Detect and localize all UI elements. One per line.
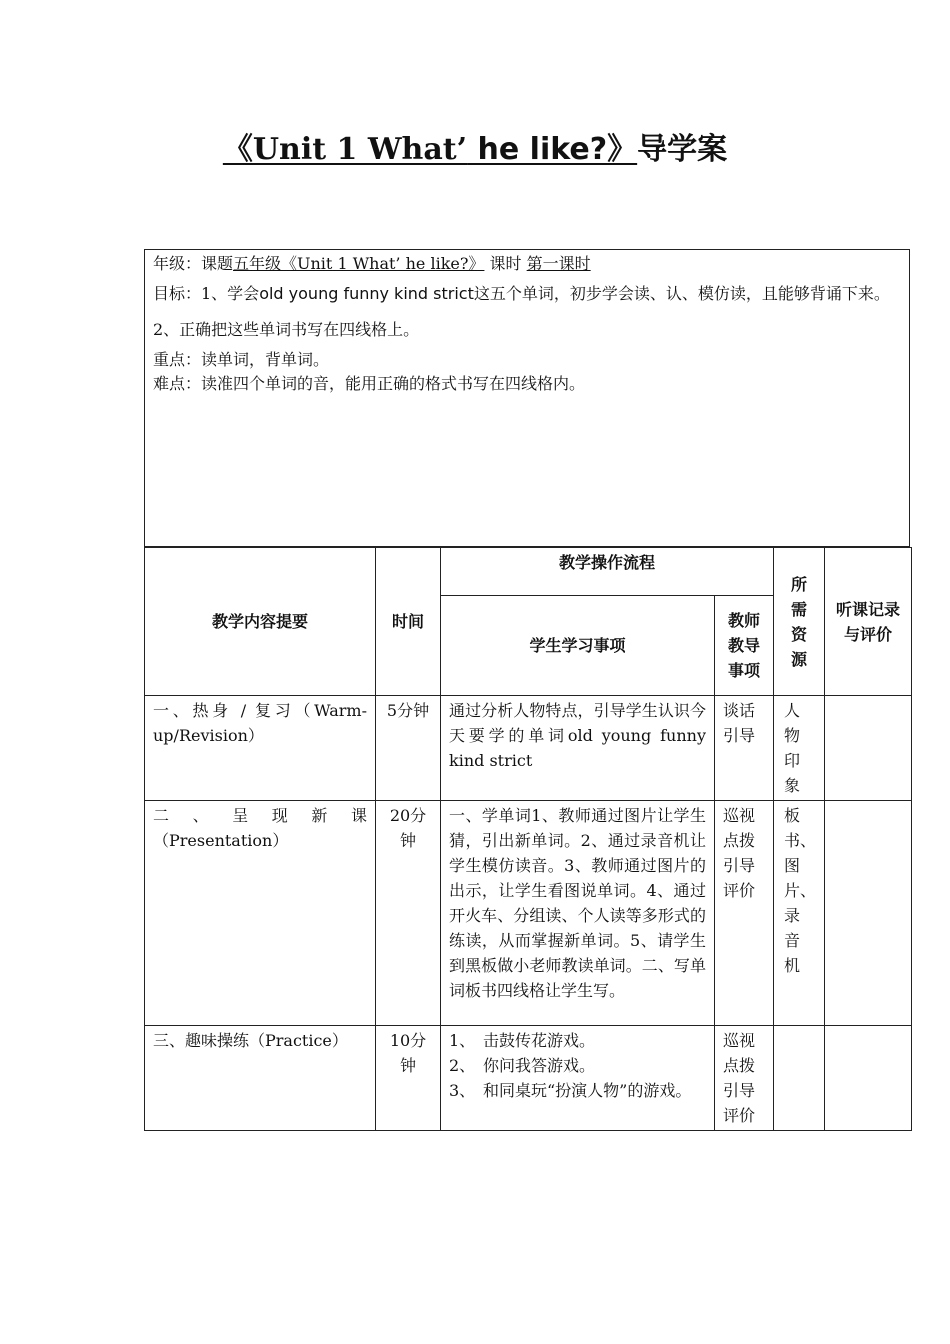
list-item-number: 2、 — [449, 1056, 476, 1075]
row-student: 通过分析人物特点，引导学生认识今天要学的单词old young funny kind strict — [441, 696, 715, 801]
row-resources — [774, 1026, 825, 1131]
header-notes: 听课记录与评价 — [825, 548, 912, 696]
row-content: 三、趣味操练（Practice） — [145, 1026, 376, 1131]
header-teacher: 教师教导事项 — [715, 596, 774, 696]
lesson-info-box — [144, 249, 910, 547]
header-student: 学生学习事项 — [441, 596, 715, 696]
row-notes — [825, 1026, 912, 1131]
title-part2: he like?》 — [467, 132, 638, 167]
table-row — [145, 801, 912, 1026]
list-item-text: 击鼓传花游戏。 — [483, 1031, 596, 1050]
course-name: 五年级《Unit 1 What’ he like?》 — [233, 254, 485, 273]
header-time: 时间 — [376, 548, 441, 696]
focus-line: 重点：读单词，背单词。 — [153, 350, 330, 369]
row-content-text: 一、热身 / 复习（Warm-up/Revision） — [153, 701, 367, 745]
list-item-text: 和同桌玩“扮演人物”的游戏。 — [483, 1081, 692, 1100]
row-student: 一、学单词1、教师通过图片让学生猜，引出新单词。2、通过录音机让学生模仿读音。3、教师通过图片的出示，让学生看图说单词。4、通过开火车、分组读、个人读等多形式的练读，从而掌握新单词。5、请学生到黑板做小老师教读单词。二、写单词板书四线格让学生写。 — [441, 801, 715, 1026]
list-item-number: 3、 — [449, 1081, 476, 1100]
header-content: 教学内容提要 — [145, 548, 376, 696]
period-label: 课时 — [489, 254, 522, 273]
list-item-text: 你问我答游戏。 — [483, 1056, 596, 1075]
difficulty-line: 难点：读准四个单词的音，能用正确的格式书写在四线格内。 — [153, 374, 586, 393]
title-part3: 导学案 — [637, 132, 728, 167]
row-teacher: 巡视点拨引导评价 — [715, 1026, 774, 1131]
row-content — [145, 696, 376, 801]
row-resources: 人物印象 — [774, 696, 825, 801]
row-notes — [825, 696, 912, 801]
row-time: 5分钟 — [376, 696, 441, 801]
list-item — [449, 1028, 706, 1053]
goal-words: old young funny kind strict — [259, 284, 474, 303]
page-title — [0, 128, 950, 172]
header-process: 教学操作流程 — [441, 548, 774, 596]
row-student — [441, 1026, 715, 1131]
grade-line — [153, 252, 901, 276]
table-row — [145, 696, 912, 801]
row-resources: 板书、图片、录音机 — [774, 801, 825, 1026]
row-content: 二、呈现新课（Presentation） — [145, 801, 376, 1026]
list-item — [449, 1078, 706, 1103]
table-row — [145, 1026, 912, 1131]
title-part1: 《Unit 1 What’ — [222, 132, 468, 167]
row-time: 10分钟 — [376, 1026, 441, 1131]
grade-label: 年级：课题 — [153, 254, 234, 273]
goal-rest: 这五个单词，初步学会读、认、模仿读，且能够背诵下来。2、正确把这些单词书写在四线格上。 — [153, 284, 890, 339]
header-resources: 所需资源 — [774, 548, 825, 696]
goal-line — [153, 276, 901, 348]
list-item — [449, 1053, 706, 1078]
row-notes — [825, 801, 912, 1026]
goal-prefix: 目标：1、学会 — [153, 284, 260, 303]
lesson-plan-table — [144, 547, 912, 1131]
period-value: 第一课时 — [526, 254, 591, 273]
row-teacher: 谈话引导 — [715, 696, 774, 801]
list-item-number: 1、 — [449, 1031, 476, 1050]
row-time: 20分钟 — [376, 801, 441, 1026]
row-teacher: 巡视点拨引导评价 — [715, 801, 774, 1026]
